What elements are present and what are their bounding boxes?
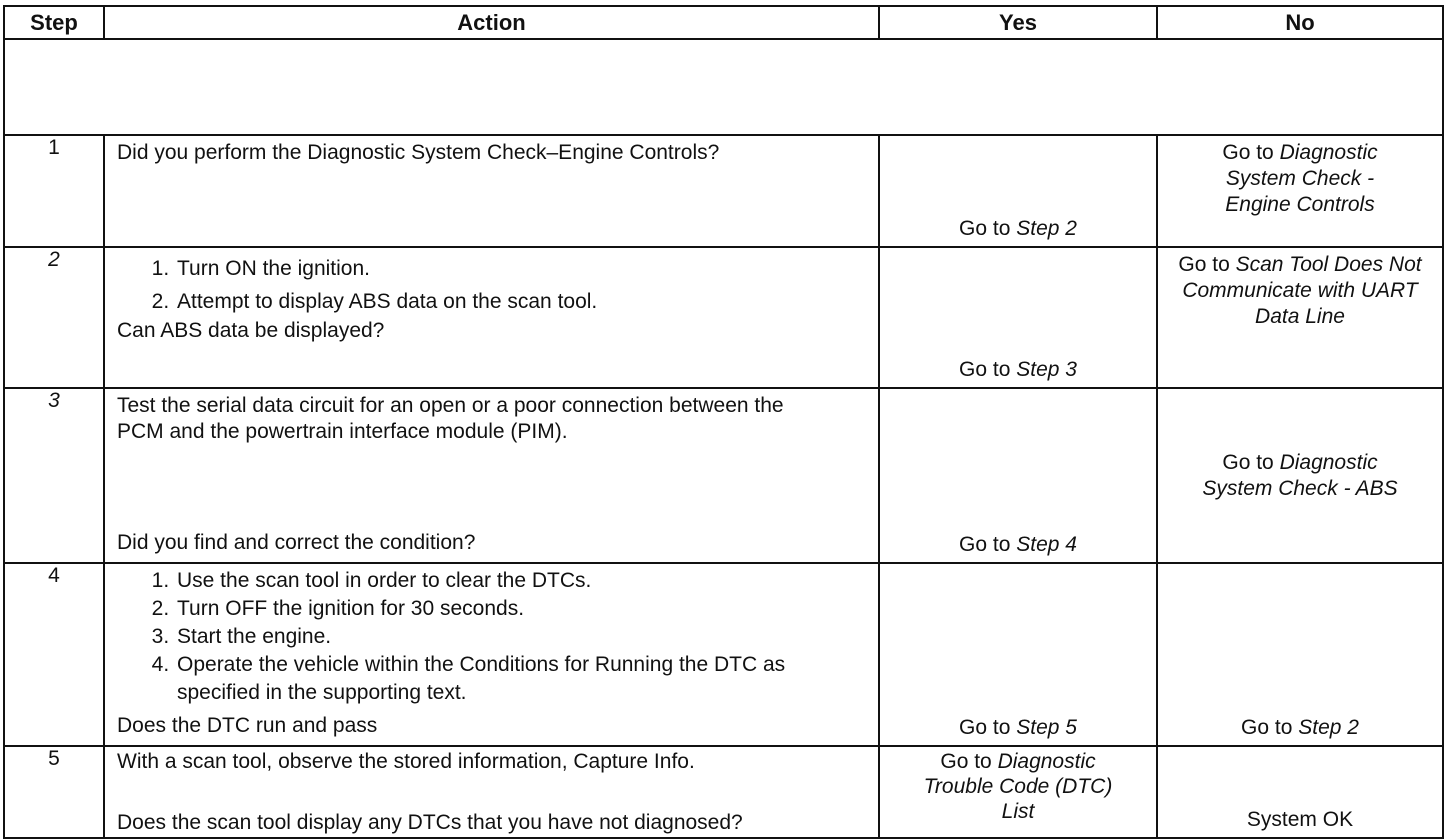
- no-cell: [1157, 247, 1443, 388]
- no-cell: [1157, 388, 1443, 563]
- no-link[interactable]: Go to Scan Tool Does Not Communicate with UART Data Line: [1178, 253, 1422, 328]
- step-number: 2: [48, 248, 60, 271]
- header-action: Action: [104, 6, 879, 39]
- action-text: Test the serial data circuit for an open or a poor connection between the PCM and the powertrain interface module (PIM).: [117, 394, 784, 443]
- yes-cell: [879, 247, 1157, 388]
- action-question: Does the DTC run and pass: [117, 714, 378, 737]
- yes-cell: [879, 746, 1157, 838]
- action-text: With a scan tool, observe the stored information, Capture Info.: [117, 750, 695, 773]
- action-cell: [104, 135, 879, 247]
- action-step: 4. Operate the vehicle within the Conditions for Running the DTC as specified in the supporting text.: [175, 651, 868, 707]
- action-question: Can ABS data be displayed?: [117, 319, 385, 342]
- blank-row: [4, 39, 1443, 135]
- action-cell: [104, 388, 879, 563]
- step-cell: [4, 563, 104, 746]
- yes-cell: [879, 135, 1157, 247]
- step-number: 3: [48, 389, 60, 412]
- system-ok-text: System OK: [1246, 808, 1354, 831]
- no-link[interactable]: Go to Diagnostic System Check - Engine Controls: [1222, 141, 1378, 216]
- step-cell: [4, 388, 104, 563]
- no-cell: [1157, 135, 1443, 247]
- no-link[interactable]: Go to Diagnostic System Check - ABS: [1202, 450, 1398, 500]
- no-link[interactable]: Go to Step 2: [1241, 716, 1359, 739]
- step-number: 1: [48, 136, 60, 159]
- step-number: 5: [48, 747, 60, 770]
- yes-cell: [879, 563, 1157, 746]
- yes-link[interactable]: Go to Step 3: [959, 358, 1077, 381]
- action-question: Did you find and correct the condition?: [117, 531, 476, 554]
- action-question: Did you perform the Diagnostic System Check–Engine Controls?: [117, 141, 720, 164]
- action-cell: [104, 247, 879, 388]
- action-step: 2. Turn OFF the ignition for 30 seconds.: [175, 595, 868, 623]
- step-cell: [4, 135, 104, 247]
- table-row: [4, 563, 1443, 746]
- header-step: Step: [4, 6, 104, 39]
- header-row: [4, 6, 1443, 39]
- table-row: [4, 135, 1443, 247]
- table-row: [4, 746, 1443, 838]
- header-yes: Yes: [879, 6, 1157, 39]
- yes-link[interactable]: Go to Step 2: [959, 217, 1077, 240]
- action-step: 2. Attempt to display ABS data on the scan tool.: [175, 285, 868, 318]
- action-question: Does the scan tool display any DTCs that you have not diagnosed?: [117, 811, 743, 834]
- header-no: No: [1157, 6, 1443, 39]
- step-cell: [4, 746, 104, 838]
- action-step: 3. Start the engine.: [175, 623, 868, 651]
- blank-cell: [4, 39, 1443, 135]
- diagnostic-table: [3, 5, 1444, 839]
- table-row: [4, 247, 1443, 388]
- action-step: 1. Turn ON the ignition.: [175, 252, 868, 285]
- yes-link[interactable]: Go to Step 4: [959, 533, 1077, 556]
- step-cell: [4, 247, 104, 388]
- no-cell: [1157, 563, 1443, 746]
- yes-link[interactable]: Go to Diagnostic Trouble Code (DTC) List: [923, 750, 1113, 823]
- yes-cell: [879, 388, 1157, 563]
- yes-link[interactable]: Go to Step 5: [959, 716, 1077, 739]
- step-number: 4: [48, 564, 60, 587]
- action-step: 1. Use the scan tool in order to clear the DTCs.: [175, 567, 868, 595]
- no-cell: [1157, 746, 1443, 838]
- action-cell: [104, 563, 879, 746]
- table-row: [4, 388, 1443, 563]
- action-cell: [104, 746, 879, 838]
